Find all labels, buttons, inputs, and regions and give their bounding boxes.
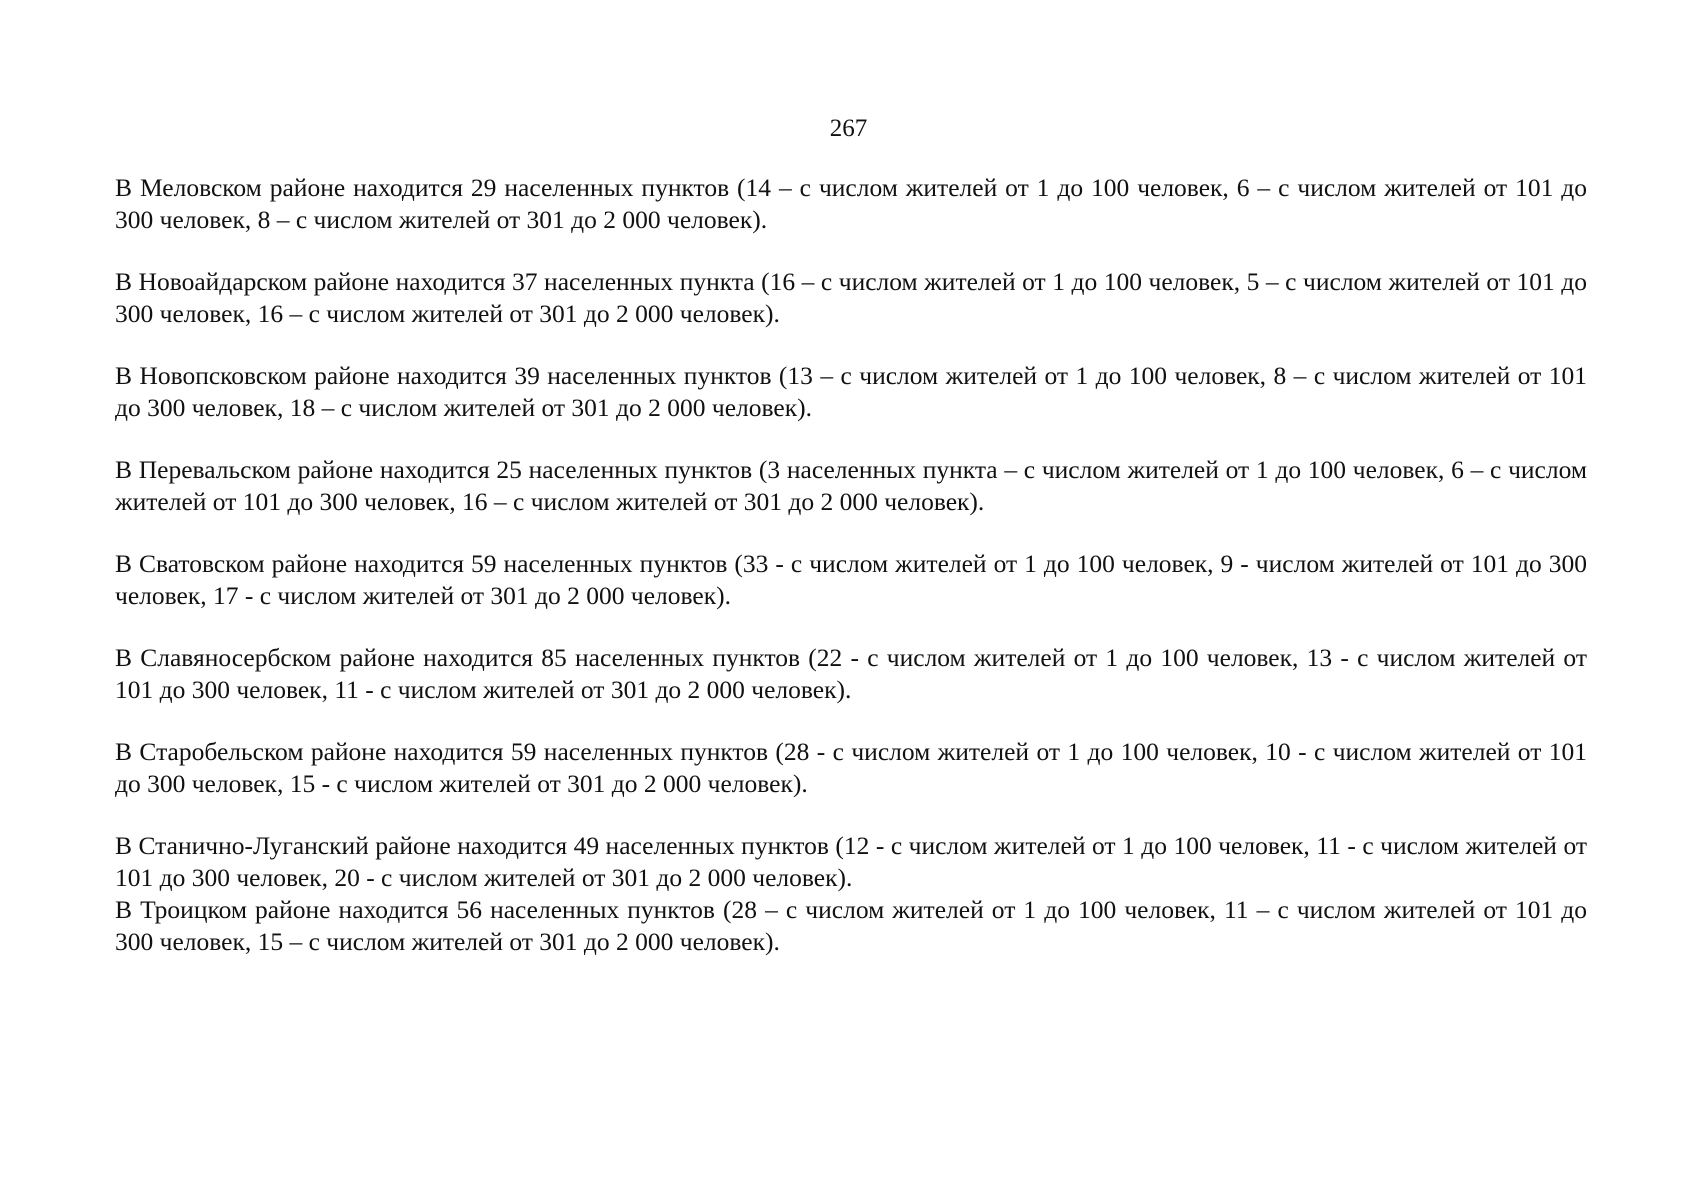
paragraph-slavyanoserbsky: В Славяносербском районе находится 85 населенных пунктов (22 - с числом жителей от 1 до 100 человек, 13 - с числом жителей от 101 до 300 человек, 11 - с числом жителей от 301 до 2 000 человек). — [115, 643, 1587, 704]
paragraph-novoaidarsky: В Новоайдарском районе находится 37 населенных пункта (16 – с числом жителей от 1 до 100 человек, 5 – с числом жителей от 101 до 300 человек, 16 – с числом жителей от 301 до 2 000 человек). — [115, 267, 1587, 328]
paragraph-novopskovsky: В Новопсковском районе находится 39 населенных пунктов (13 – с числом жителей от 1 до 100 человек, 8 – с числом жителей от 101 до 300 человек, 18 – с числом жителей от 301 до 2 000 человек). — [115, 361, 1587, 422]
page-number: 267 — [829, 115, 868, 142]
paragraph-starobelsky: В Старобельском районе находится 59 населенных пунктов (28 - с числом жителей от 1 до 100 человек, 10 - с числом жителей от 101 до 300 человек, 15 - с числом жителей от 301 до 2 000 человек). — [115, 737, 1587, 798]
paragraph-stanichno-lugansky: В Станично-Луганский районе находится 49 населенных пунктов (12 - с числом жителей от 1 до 100 человек, 11 - с числом жителей от 101 до 300 человек, 20 - с числом жителей от 301 до 2 000 человек). — [115, 831, 1587, 892]
document-body — [115, 172, 1587, 988]
paragraph-melovsky: В Меловском районе находится 29 населенных пунктов (14 – с числом жителей от 1 до 100 человек, 6 – с числом жителей от 101 до 300 человек, 8 – с числом жителей от 301 до 2 000 человек). — [115, 173, 1587, 234]
paragraph-troitsky: В Троицком районе находится 56 населенных пунктов (28 – с числом жителей от 1 до 100 человек, 11 – с числом жителей от 101 до 300 человек, 15 – с числом жителей от 301 до 2 000 человек). — [115, 895, 1587, 956]
paragraph-svatovsky: В Сватовском районе находится 59 населенных пунктов (33 - с числом жителей от 1 до 100 человек, 9 - числом жителей от 101 до 300 человек, 17 - с числом жителей от 301 до 2 000 человек). — [115, 549, 1587, 610]
paragraph-perevalsky: В Перевальском районе находится 25 населенных пунктов (3 населенных пункта – с числом жителей от 1 до 100 человек, 6 – с числом жителей от 101 до 300 человек, 16 – с числом жителей от 301 до 2 000 человек). — [115, 455, 1587, 516]
